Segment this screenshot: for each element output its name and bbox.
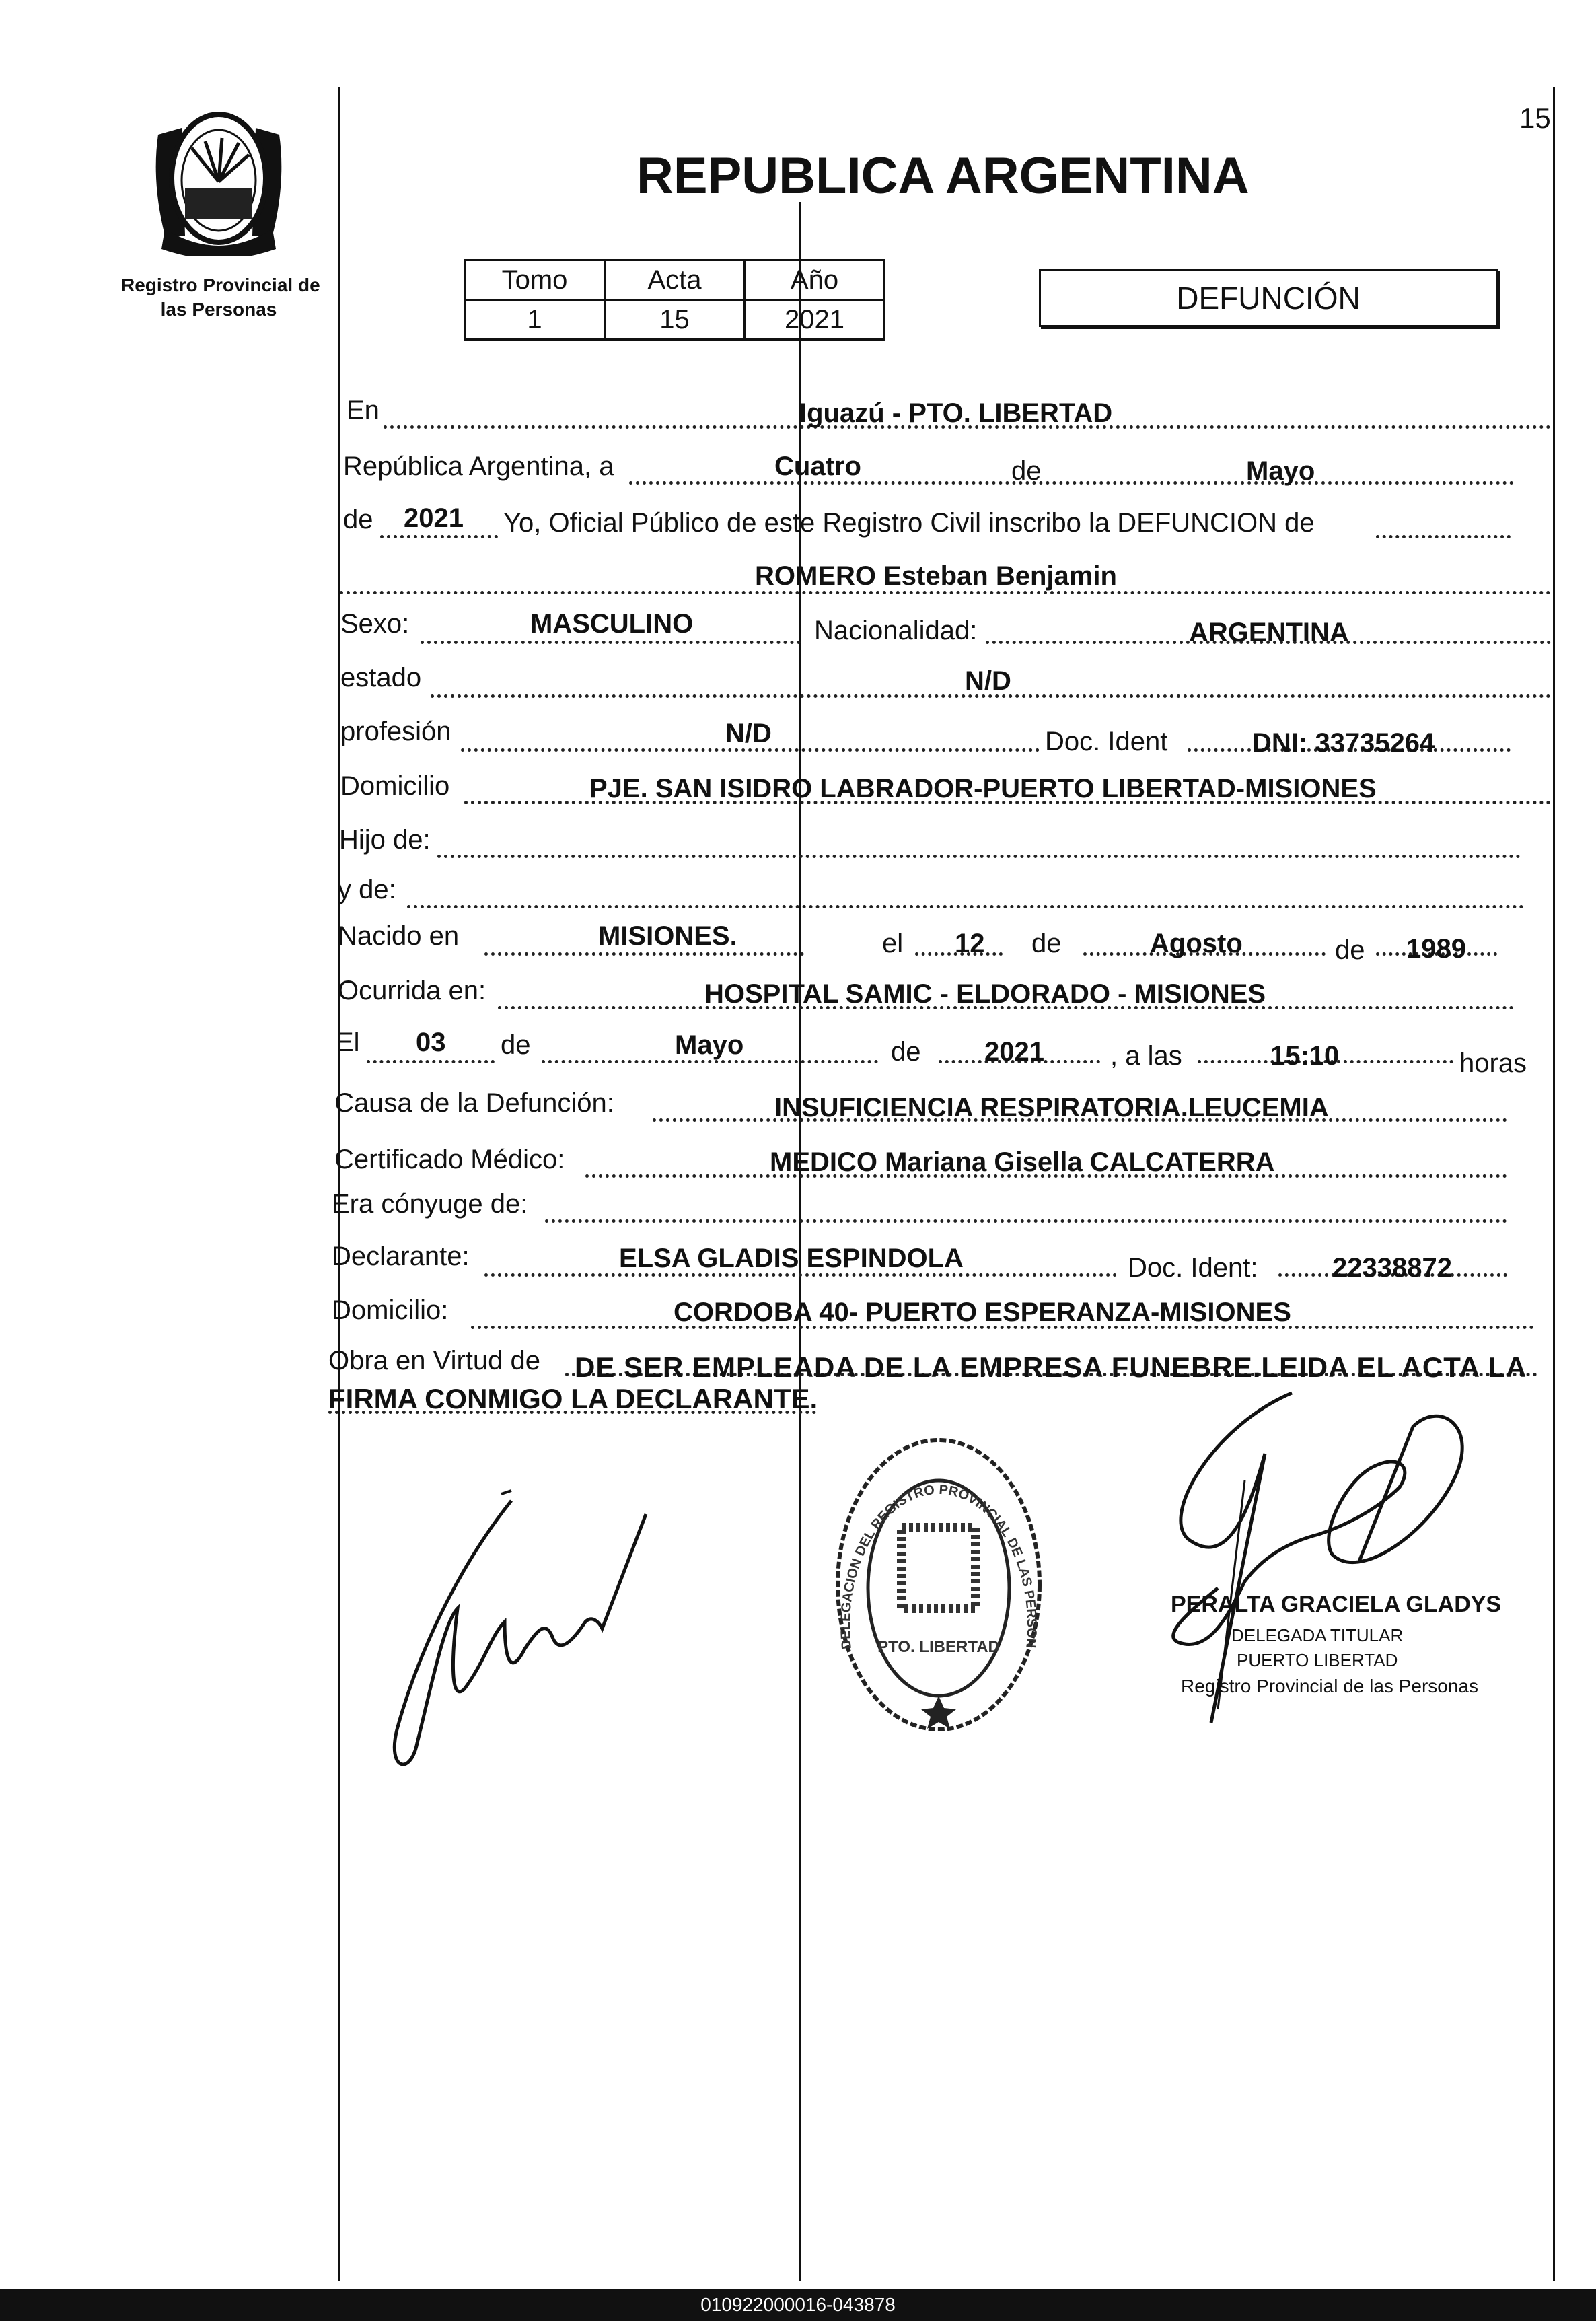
sexo-value: MASCULINO (530, 609, 694, 639)
causa-label: Causa de la Defunción: (334, 1088, 614, 1118)
deceased-name: ROMERO Esteban Benjamin (755, 561, 1117, 591)
ocurrida-value: HOSPITAL SAMIC - ELDORADO - MISIONES (704, 979, 1266, 1009)
republica-label: República Argentina, a (343, 452, 614, 481)
document-title: REPUBLICA ARGENTINA (637, 147, 1249, 205)
dotted-line (484, 952, 804, 956)
doc-ident-value: DNI: 33735264 (1252, 728, 1435, 758)
profesion-value: N/D (725, 719, 772, 748)
birth-month: Agosto (1150, 929, 1243, 958)
official-name: PERALTA GRACIELA GLADYS (1171, 1592, 1502, 1617)
dotted-line (629, 481, 1514, 485)
page-number: 15 (1519, 102, 1551, 134)
nacido-label: Nacido en (338, 921, 460, 951)
declarante-domicilio-label: Domicilio: (332, 1295, 449, 1325)
sexo-label: Sexo: (340, 609, 410, 639)
dotted-line (437, 855, 1521, 858)
nacionalidad-value: ARGENTINA (1189, 618, 1349, 647)
death-time: 15:10 (1270, 1041, 1340, 1071)
tomo-acta-ano-table (464, 259, 885, 341)
month-value: Mayo (1246, 456, 1315, 486)
official-office: PUERTO LIBERTAD (1237, 1650, 1398, 1670)
document-code-footer: 010922000016-043878 (0, 2289, 1596, 2321)
birth-year: 1989 (1406, 934, 1466, 964)
official-registry: Registro Provincial de las Personas (1181, 1676, 1478, 1697)
hijo-de-label: Hijo de: (339, 825, 431, 855)
estado-label: estado (340, 663, 422, 692)
ano-header: Año (745, 260, 885, 300)
tomo-value: 1 (465, 300, 605, 340)
a-las-label: , a las (1110, 1041, 1182, 1071)
stamp-inner-text: PTO. LIBERTAD (877, 1638, 1000, 1656)
declarante-value: ELSA GLADIS ESPINDOLA (619, 1244, 964, 1273)
death-year: 2021 (984, 1037, 1044, 1067)
profesion-label: profesión (340, 717, 451, 746)
domicilio-label: Domicilio (340, 771, 450, 801)
y-de-label: y de: (338, 875, 396, 904)
dotted-line (1376, 535, 1511, 538)
dotted-line (421, 641, 801, 644)
registry-caption-line1: Registro Provincial de (121, 275, 320, 295)
certificado-label: Certificado Médico: (334, 1145, 565, 1174)
conyuge-label: Era cónyuge de: (332, 1189, 528, 1219)
nacido-value: MISIONES. (598, 921, 737, 951)
declarante-doc-label: Doc. Ident: (1128, 1253, 1258, 1283)
misiones-coat-of-arms-logo (145, 101, 293, 256)
delegation-round-stamp (828, 1427, 1050, 1743)
birth-day: 12 (955, 929, 985, 958)
en-label: En (347, 396, 379, 425)
nacionalidad-label: Nacionalidad: (814, 616, 978, 645)
dotted-line (407, 905, 1524, 908)
star-icon (921, 1696, 956, 1729)
estado-value: N/D (965, 666, 1011, 696)
domicilio-value: PJE. SAN ISIDRO LABRADOR-PUERTO LIBERTAD-MISIONES (589, 774, 1377, 804)
causa-value: INSUFICIENCIA RESPIRATORIA.LEUCEMIA (774, 1093, 1329, 1122)
death-month: Mayo (675, 1030, 744, 1060)
doc-ident-label: Doc. Ident (1045, 727, 1168, 756)
de-label: de (501, 1030, 531, 1060)
de-label: de (1011, 456, 1042, 486)
official-title: DELEGADA TITULAR (1231, 1625, 1404, 1645)
dotted-line (367, 1060, 495, 1063)
obra-label: Obra en Virtud de (328, 1346, 541, 1376)
acta-value: 15 (605, 300, 745, 340)
el-date-label: El (336, 1028, 360, 1057)
declarant-signature (377, 1487, 700, 1783)
certificado-value: MEDICO Mariana Gisella CALCATERRA (770, 1147, 1275, 1177)
de-label: de (1335, 935, 1365, 965)
obra-value-line1: DE SER EMPLEADA DE LA EMPRESA FUNEBRE.LEIDA EL ACTA LA (575, 1351, 1527, 1383)
declarante-doc-value: 22338872 (1332, 1253, 1452, 1283)
en-value: Iguazú - PTO. LIBERTAD (799, 398, 1113, 428)
registry-caption-line2: las Personas (160, 299, 277, 320)
el-label: el (882, 929, 904, 958)
ocurrida-label: Ocurrida en: (338, 976, 486, 1005)
declarante-label: Declarante: (332, 1242, 470, 1271)
de-label: de (343, 505, 373, 534)
year-value: 2021 (404, 503, 464, 533)
record-type-box: DEFUNCIÓN (1039, 269, 1498, 327)
tomo-header: Tomo (465, 260, 605, 300)
left-margin-line (338, 87, 340, 2281)
horas-label: horas (1459, 1048, 1527, 1078)
day-value: Cuatro (774, 452, 861, 481)
ano-value: 2021 (745, 300, 885, 340)
right-margin-line (1553, 87, 1555, 2281)
inscribe-text: Yo, Oficial Público de este Registro Civil inscribo la DEFUNCION de (503, 508, 1315, 538)
death-day: 03 (416, 1028, 446, 1057)
dotted-line (380, 535, 498, 538)
de-label: de (891, 1037, 921, 1067)
de-label: de (1031, 929, 1062, 958)
declarante-domicilio-value: CORDOBA 40- PUERTO ESPERANZA-MISIONES (674, 1297, 1291, 1327)
obra-value-line2: FIRMA CONMIGO LA DECLARANTE. (328, 1383, 818, 1415)
acta-header: Acta (605, 260, 745, 300)
stamp-ring-text: DELEGACION DEL REGISTRO PROVINCIAL DE LAS PERSON (838, 1482, 1040, 1650)
dotted-line (545, 1219, 1507, 1223)
